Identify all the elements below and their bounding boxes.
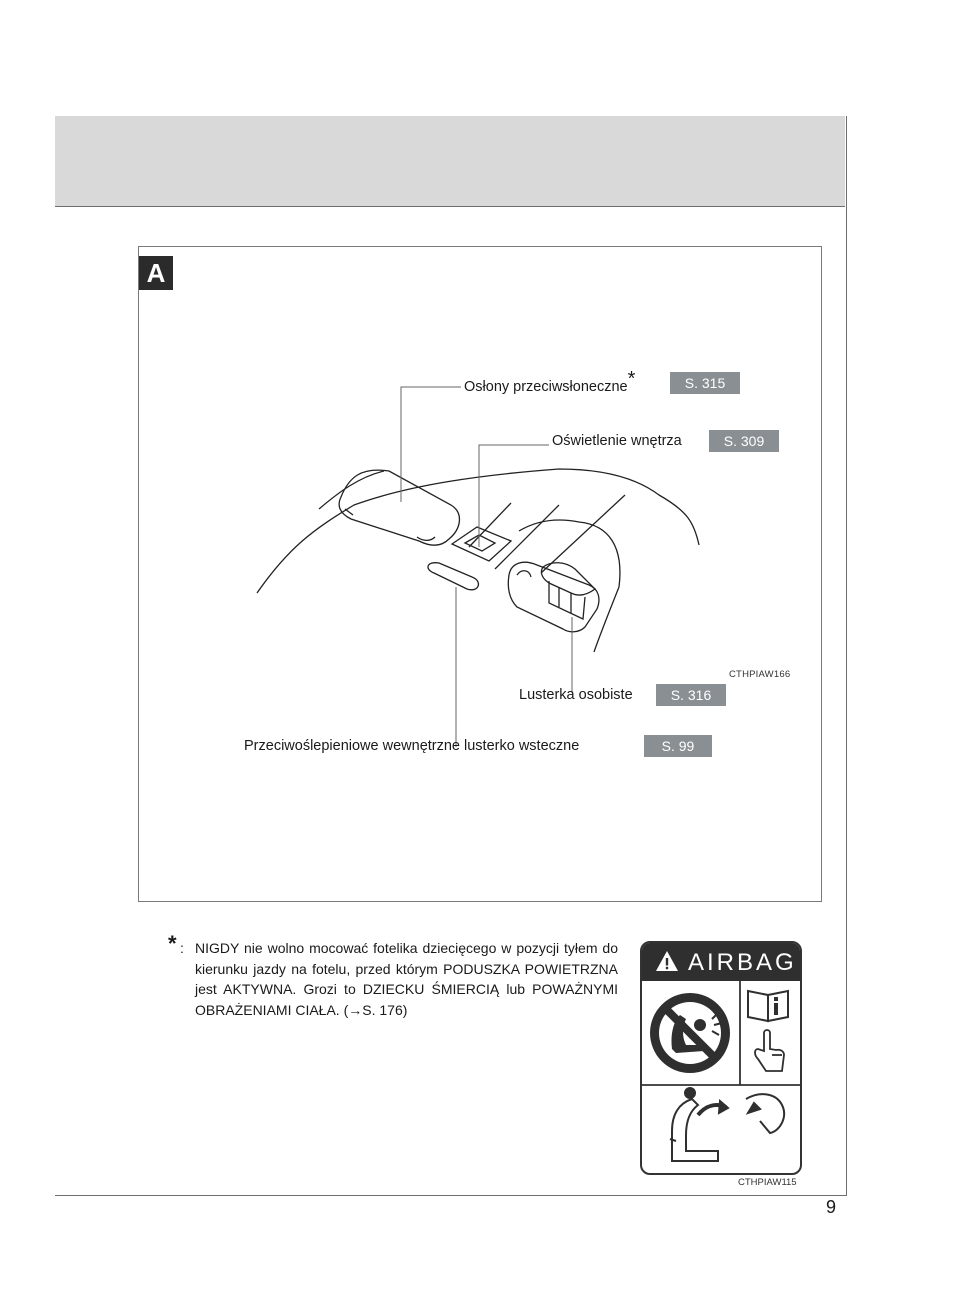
callout-label-vanity-mirrors: Lusterka osobiste	[519, 687, 633, 703]
figure-box	[138, 246, 822, 902]
child-seat-airbag-deploy-icon	[670, 1088, 784, 1161]
manual-book-icon	[748, 991, 788, 1021]
airbag-label-header	[642, 943, 800, 981]
page-ref-badge-interior-light[interactable]: S. 309	[709, 430, 779, 452]
asterisk-mark: *	[627, 368, 636, 390]
page-right-rule	[846, 116, 847, 1196]
dome-light	[452, 527, 511, 561]
roof-line-2	[495, 505, 559, 569]
note-text: NIGDY nie wolno mocować fotelika dziecięcego w pozycji tyłem do kierunku jazdy na fotelu, przed którym PODUSZKA POWIETRZNA jest AKTYWNA. Grozi to DZIECKU ŚMIERCIĄ lub POWAŻNYMI OBRAŻENIAMI CIAŁA. (→S. 176)	[195, 940, 618, 1018]
windshield-edge	[257, 469, 699, 593]
warning-triangle-icon	[654, 949, 680, 973]
note-colon: :	[180, 940, 184, 956]
airbag-warning-label	[640, 941, 802, 1175]
section-letter: A	[139, 256, 173, 290]
note-asterisk: *	[168, 931, 177, 956]
pointing-finger-icon	[755, 1030, 784, 1071]
page-bottom-rule	[55, 1195, 847, 1196]
rear-view-mirror	[428, 563, 478, 590]
roof-line-3	[541, 495, 625, 573]
sun-visor-right	[508, 562, 599, 632]
a-pillar-right	[594, 587, 619, 652]
page-number: 9	[826, 1197, 837, 1217]
figure-code: CTHPIAW166	[729, 669, 791, 680]
airbag-label-code: CTHPIAW115	[738, 1177, 797, 1188]
footnote-warning	[168, 931, 618, 1020]
chapter-header-band	[55, 116, 845, 207]
page-ref-badge-vanity-mirrors[interactable]: S. 316	[656, 684, 726, 706]
airbag-pictograms	[642, 981, 800, 1175]
callout-label-interior-light: Oświetlenie wnętrza	[552, 433, 682, 449]
page-ref-badge-rear-view-mirror[interactable]: S. 99	[644, 735, 712, 757]
page-ref-badge-sun-visors[interactable]: S. 315	[670, 372, 740, 394]
headliner-edge-left	[319, 471, 384, 509]
ceiling-illustration	[139, 247, 823, 903]
no-rear-facing-child-seat-icon	[650, 993, 730, 1073]
airbag-title: AIRBAG	[688, 949, 797, 976]
callout-label-rear-view-mirror: Przeciwoślepieniowe wewnętrzne lusterko wsteczne	[244, 738, 580, 754]
callout-label-sun-visors: Osłony przeciwsłoneczne*	[464, 368, 636, 395]
